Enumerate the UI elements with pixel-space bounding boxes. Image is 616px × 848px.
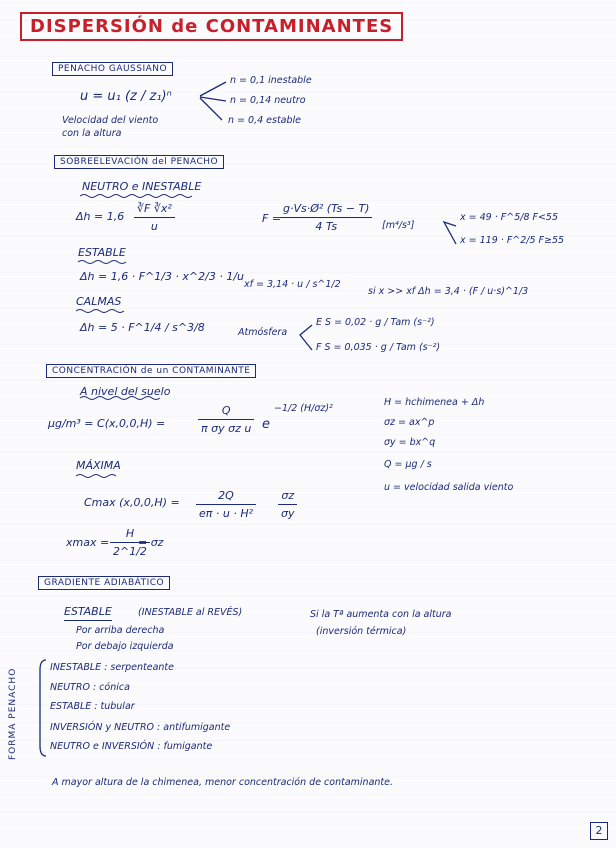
forma-estable: ESTABLE : tubular [50,701,135,712]
forma-penacho-label: FORMA PENACHO [8,667,18,760]
forma-inestable: INESTABLE : serpenteante [50,662,175,673]
subheading-estable: ESTABLE [78,246,126,259]
xmax-left: xmax = [66,536,110,549]
cmax-fraction [196,489,256,520]
xmax-numerator: H [125,527,135,540]
wind-profile-caption-2: con la altura [62,128,122,139]
forma-neutro: NEUTRO : cónica [50,682,130,693]
cmax-ratio [278,489,297,520]
atmosfera-label: Atmósfera [238,327,288,338]
subheading-maxima: MÁXIMA [76,459,121,472]
section-heading-concentracion: CONCENTRACIÓN de un CONTAMINANTE [46,364,256,378]
wind-profile-caption-1: Velocidad del viento [62,115,159,126]
inestable-reves: (INESTABLE al REVÉS) [138,607,243,618]
atm-case-E: E S = 0,02 · g / Tam (s⁻²) [316,317,435,328]
x-case-1: x = 49 · F^5/8 F<55 [460,212,559,223]
def-sigma-y: σy = bx^q [384,437,436,448]
F-denominator: 4 Ts [315,220,338,233]
cmax-left: Cmax (x,0,0,H) = [84,496,180,509]
subheading-neutro-inestable: NEUTRO e INESTABLE [82,180,202,193]
n-value-inestable: n = 0,1 inestable [230,75,312,86]
dh-far-formula: si x >> xf Δh = 3,4 · (F / u·s)^1/3 [368,286,529,297]
def-u: u = velocidad salida viento [384,482,514,493]
concentration-numerator: Q [221,404,231,417]
atm-case-F: F S = 0,035 · g / Tam (s⁻²) [316,342,441,353]
def-Q: Q = µg / s [384,459,432,470]
subheading-nivel-suelo: A nivel del suelo [80,385,171,398]
page-number: 2 [590,822,608,840]
cmax-denominator: eπ · u · H² [199,507,254,520]
subheading-calmas: CALMAS [76,295,122,308]
xf-formula: xf = 3,14 · u / s^1/2 [244,279,341,290]
F-left: F = [262,212,282,225]
forma-neutro-inversion: NEUTRO e INVERSIÓN : fumigante [50,741,213,752]
forma-inversion-neutro: INVERSIÓN y NEUTRO : antifumigante [50,722,231,733]
por-arriba-derecha: Por arriba derecha [76,625,165,636]
dh-neutro-left: Δh = 1,6 [76,210,125,223]
n-value-estable: n = 0,4 estable [228,115,302,126]
nota-inversion-2: (inversión térmica) [316,626,407,637]
exponential-e: e [262,417,270,432]
cmax-ratio-denominator: σy [281,507,295,520]
dh-neutro-denominator: u [150,220,158,233]
page-title: DISPERSIÓN de CONTAMINANTES [20,12,403,41]
section-heading-sobreelevacion: SOBREELEVACIÓN del PENACHO [54,155,224,169]
cmax-numerator: 2Q [218,489,234,502]
dh-neutro-numerator: ∛F ∛x² [137,202,172,215]
x-case-2: x = 119 · F^2/5 F≥55 [460,235,565,246]
n-value-neutro: n = 0,14 neutro [230,95,306,106]
exponential-power: −1/2 (H/σz)² [274,403,333,414]
F-units: [m⁴/s³] [382,220,415,231]
concentration-denominator: π σy σz u [201,422,252,435]
nota-inversion-1: Si la Tª aumenta con la altura [310,609,452,620]
subheading-estable-gradiente: ESTABLE [64,606,112,621]
por-debajo-izquierda: Por debajo izquierda [76,641,174,652]
dh-neutro-fraction [134,202,175,233]
dh-estable-formula: Δh = 1,6 · F^1/3 · x^2/3 · 1/u [80,270,245,283]
def-H: H = hchimenea + Δh [384,397,485,408]
xmax-right: = σz [138,536,164,549]
def-sigma-z: σz = ax^p [384,417,435,428]
section-heading-gaussiano: PENACHO GAUSSIANO [52,62,173,76]
conclusion-note: A mayor altura de la chimenea, menor concentración de contaminante. [52,777,394,788]
section-heading-gradiente: GRADIENTE ADIABÁTICO [38,576,170,590]
xmax-denominator: 2^1/2 [113,545,147,558]
wind-profile-formula: u = u₁ (z / z₁)ⁿ [80,89,172,104]
concentration-left: µg/m³ = C(x,0,0,H) = [48,417,166,430]
concentration-fraction [198,404,254,435]
F-numerator: g·Vs·Ø² (Ts − T) [283,202,370,215]
cmax-ratio-numerator: σz [281,489,295,502]
dh-calmas-formula: Δh = 5 · F^1/4 / s^3/8 [80,321,205,334]
F-fraction [280,202,372,233]
